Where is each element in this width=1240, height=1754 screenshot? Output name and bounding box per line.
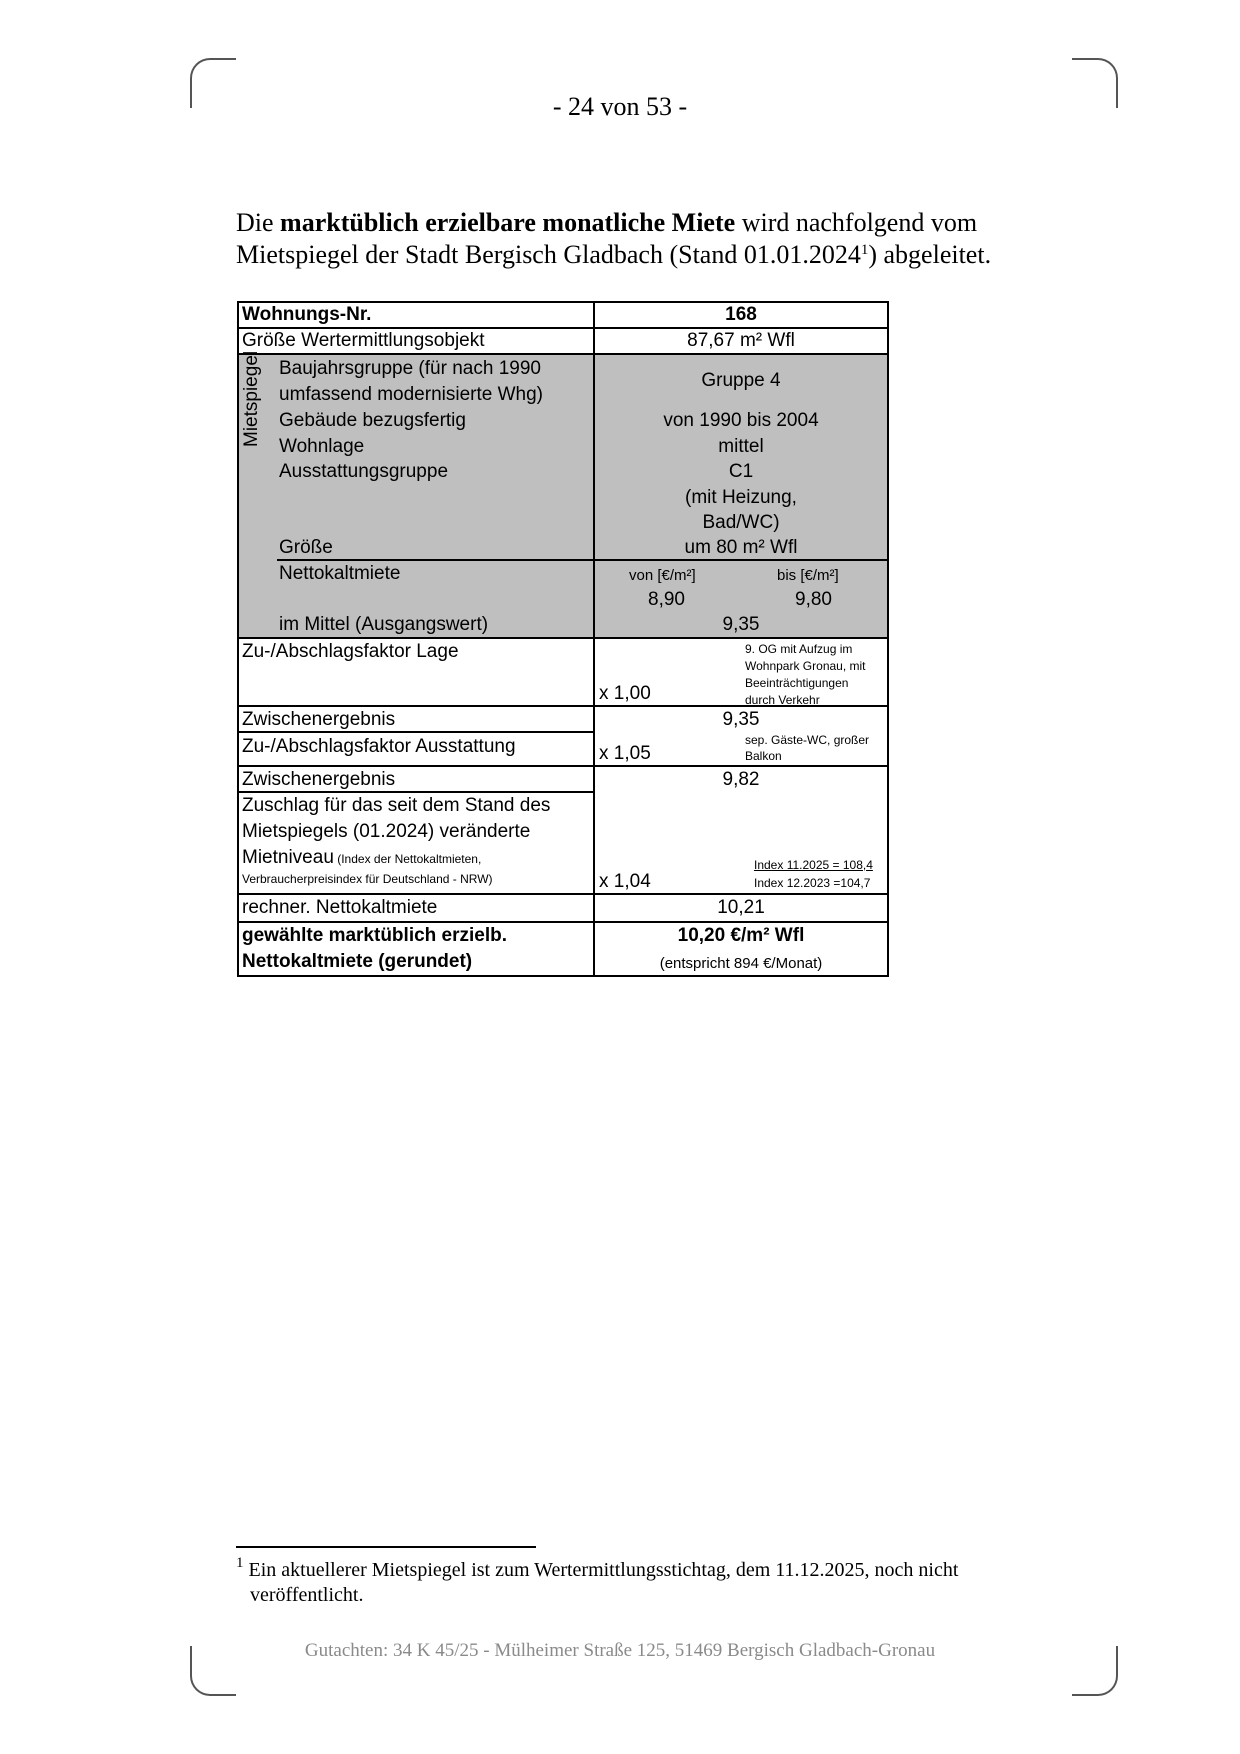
groesse-value: um 80 m² Wfl bbox=[684, 537, 798, 558]
intro-text-2: wird nachfolgend vom Mietspiegel der Stadt Bergisch Gladbach (Stand 01.01.2024 bbox=[236, 208, 978, 269]
index-2: Index 12.2023 =104,7 bbox=[754, 876, 871, 890]
bezugsfertig-value: von 1990 bis 2004 bbox=[663, 410, 819, 431]
table-border-bottom bbox=[237, 975, 889, 977]
lage-note-1: 9. OG mit Aufzug im bbox=[745, 642, 853, 656]
column-divider bbox=[593, 301, 595, 977]
lage-note-2: Wohnpark Gronau, mit bbox=[745, 659, 866, 673]
wohnung-label: Wohnungs-Nr. bbox=[242, 304, 372, 325]
gewaehlt-label-2: Nettokaltmiete (gerundet) bbox=[242, 951, 473, 972]
ausstattung-value-1: C1 bbox=[728, 461, 754, 482]
bis-value: 9,80 bbox=[795, 589, 832, 610]
zwischen1-label: Zwischenergebnis bbox=[242, 709, 396, 730]
mittel-value: 9,35 bbox=[722, 614, 760, 635]
footnote-text-2: veröffentlicht. bbox=[250, 1584, 364, 1606]
groesse-objekt-value: 87,67 m² Wfl bbox=[687, 330, 795, 351]
bezugsfertig-label: Gebäude bezugsfertig bbox=[279, 410, 466, 431]
zwischen1-value: 9,35 bbox=[722, 709, 760, 730]
groesse-objekt-label: Größe Wertermittlungsobjekt bbox=[242, 330, 485, 351]
rent-derivation-table bbox=[237, 301, 889, 977]
zuschlag-factor: x 1,04 bbox=[599, 871, 651, 892]
nettokaltmiete-label: Nettokaltmiete bbox=[279, 563, 401, 584]
zuschlag-label-3 bbox=[242, 845, 481, 871]
lage-note-3: Beeinträchtigungen bbox=[745, 676, 849, 690]
footnote-marker: 1 bbox=[236, 1555, 244, 1571]
lage-factor: x 1,00 bbox=[599, 683, 651, 704]
zuschlag-label-4: Verbraucherpreisindex für Deutschland - NRW) bbox=[242, 872, 493, 886]
baujahr-label-1: Baujahrsgruppe (für nach 1990 bbox=[279, 358, 541, 379]
zwischen2-label: Zwischenergebnis bbox=[242, 769, 396, 790]
baujahr-value: Gruppe 4 bbox=[701, 370, 781, 391]
mietspiegel-side-label: Mietspiegel bbox=[241, 350, 262, 447]
gewaehlt-label-1: gewählte marktüblich erzielb. bbox=[242, 925, 508, 946]
rechner-label: rechner. Nettokaltmiete bbox=[242, 897, 438, 918]
rechner-value: 10,21 bbox=[717, 897, 765, 918]
intro-text-3: ) abgeleitet. bbox=[868, 240, 992, 269]
intro-bold: marktüblich erzielbare monatliche Miete bbox=[280, 208, 736, 237]
ausstattung-factor: x 1,05 bbox=[599, 743, 651, 764]
footnote-text-1: Ein aktuellerer Mietspiegel ist zum Wertermittlungsstichtag, dem 11.12.2025, noch nicht bbox=[243, 1559, 959, 1581]
groesse-label: Größe bbox=[279, 537, 333, 558]
index-1: Index 11.2025 = 108,4 bbox=[754, 858, 873, 872]
page-footer: Gutachten: 34 K 45/25 - Mülheimer Straße 125, 51469 Bergisch Gladbach-Gronau bbox=[304, 1640, 936, 1661]
von-value: 8,90 bbox=[648, 589, 685, 610]
page-number: - 24 von 53 - bbox=[552, 92, 688, 121]
footnote-ref: 1 bbox=[860, 242, 869, 258]
footnote bbox=[236, 1555, 1016, 1608]
wohnlage-value: mittel bbox=[718, 436, 764, 457]
zuschlag-label-3-small: (Index der Nettokaltmieten, bbox=[333, 852, 482, 866]
zwischen2-value: 9,82 bbox=[722, 769, 760, 790]
baujahr-label-2: umfassend modernisierte Whg) bbox=[279, 384, 543, 405]
table-border-left bbox=[237, 301, 239, 977]
intro-paragraph bbox=[236, 207, 1036, 271]
zuschlag-label-1: Zuschlag für das seit dem Stand des bbox=[242, 795, 551, 816]
lage-note-4: durch Verkehr bbox=[745, 693, 820, 707]
ausstattung-note-1: sep. Gäste-WC, großer bbox=[745, 733, 870, 747]
ausstattung-note-2: Balkon bbox=[745, 749, 782, 763]
mittel-label: im Mittel (Ausgangswert) bbox=[279, 614, 489, 635]
table-border-right bbox=[887, 301, 889, 977]
lage-label: Zu-/Abschlagsfaktor Lage bbox=[242, 641, 459, 662]
gewaehlt-value: 10,20 €/m² Wfl bbox=[677, 925, 805, 946]
ausstattung-faktor-label: Zu-/Abschlagsfaktor Ausstattung bbox=[242, 736, 516, 757]
bis-header: bis [€/m²] bbox=[777, 567, 839, 584]
footnote-separator bbox=[236, 1546, 536, 1548]
intro-text-1: Die bbox=[236, 208, 281, 237]
wohnung-value: 168 bbox=[725, 304, 757, 325]
ausstattung-value-3: Bad/WC) bbox=[702, 512, 780, 533]
ausstattung-value-2: (mit Heizung, bbox=[685, 487, 797, 508]
zuschlag-label-3-main: Mietniveau bbox=[242, 847, 334, 868]
von-header: von [€/m²] bbox=[629, 567, 696, 584]
ausstattung-label: Ausstattungsgruppe bbox=[279, 461, 449, 482]
gewaehlt-note: (entspricht 894 €/Monat) bbox=[659, 955, 823, 972]
wohnlage-label: Wohnlage bbox=[279, 436, 365, 457]
zuschlag-label-2: Mietspiegels (01.2024) veränderte bbox=[242, 821, 531, 842]
